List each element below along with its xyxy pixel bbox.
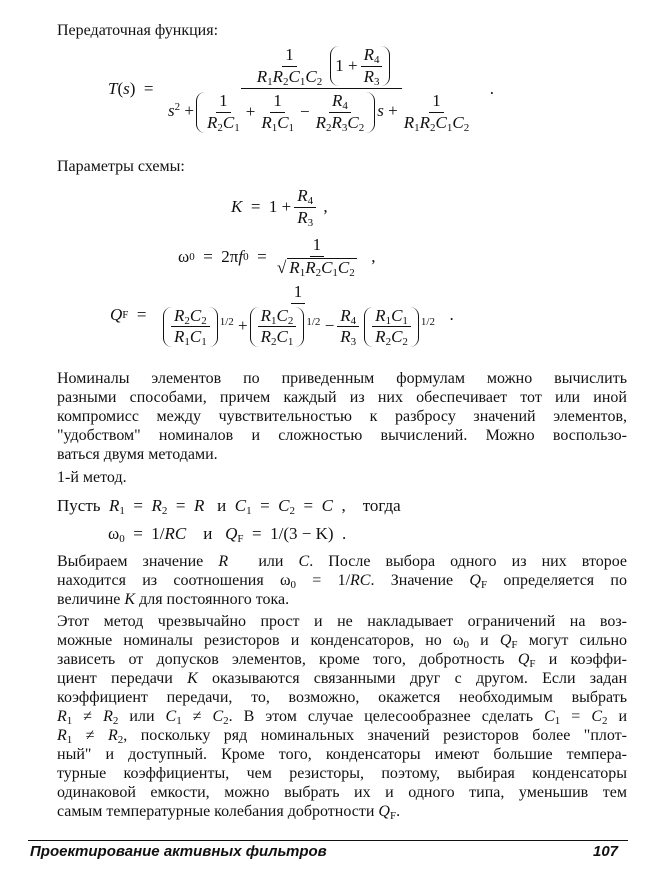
text-line: турные коэффициенты, чем резисторы, поэтому, выбирая конденсаторы — [57, 765, 627, 782]
text-line: одинаковой емкости, можно выбрать их и одного типа, уменьшив тем — [57, 784, 627, 801]
text-line: Этот метод чрезвычайно прост и не накладывает ограничений на воз- — [57, 613, 627, 630]
paragraph-method-discussion: Этот метод чрезвычайно прост и не накладывает ограничений на воз- можные номиналы резисторов и конденсаторов, но $\omega_0$ и $Q_F$ могут сильно зависеть от допусков элементов, кроме того, добротность $Q_F$ и коэффи- циент передачи K оказываются связанными друг с другом. Если задан коэффициент передачи, то, возможно, окажется необходимым выбрать $R_1 \ne R_2$ или $C_1 \ne C_2$. В этом случае целесообразнее сделать $C_1 = C_2$ и $R_1 \ne R_2$, поскольку ряд номинальных значений резисторов более "плот- ный" и доступный. Кроме того, конденсаторы имеют большие темпера- турные коэффициенты, чем резисторы, поэтому, выбирая конденсаторы одинаковой емкости, можно выбрать их и одного типа, уменьшив тем самым температурные колебания добротности $Q_F$. — [57, 613, 628, 822]
text-line: ный" и доступный. Кроме того, конденсаторы имеют большие темпера- — [57, 746, 627, 763]
transfer-function-formula: T ( s ) = $\frac{1}{R_1R_2C_1C_2}$ 1 + $\frac{R_4}{R_3}$ $s^2$ + $\frac{1}{R_2C_1}$ + $\frac{1}{R_1C_1}$ − $\frac{R_4}{R_2R_3C_2}$ s + $\frac{1}{R_1R_2C_1C_2}$ . — [108, 45, 494, 135]
text-line: компромисс между чувствительностью к разбросу значений элементов, — [57, 408, 627, 425]
paragraph-methods-intro — [57, 369, 627, 464]
method-assumption: Пусть $R_1 = R_2 = R$ и $C_1 = C_2 = C$ , тогда — [57, 496, 401, 517]
text-line: ваться двумя методами. — [57, 446, 218, 463]
omega0-formula: ω 0 = 2π f 0 = $\frac{1}{√ R_1R_2C_1C_2}$ , — [178, 235, 376, 279]
text-line: Номиналы элементов по приведенным формулам можно вычислить — [57, 370, 627, 387]
paragraph-value-selection: Выбираем значение R или C. После выбора одного из них второе находится из соотношения $\omega_0 = 1/RC$. Значение $Q_F$ определяется по величине K для постоянного тока. — [57, 553, 628, 608]
text-line: коэффициент передачи, то, возможно, окажется необходимым выбрать — [57, 689, 627, 706]
footer-divider — [28, 840, 628, 841]
method-heading: 1-й метод. — [57, 469, 127, 486]
text-line: разными способами, причем каждый из них обеспечивает тот или иной — [57, 389, 627, 406]
method-result: $\omega_0 = 1/RC$ и $Q_F = 1/(3 - K)$ . — [108, 524, 347, 545]
parameters-label: Параметры схемы: — [57, 158, 185, 175]
page-number: 107 — [593, 843, 619, 860]
footer-title: Проектирование активных фильтров — [30, 843, 327, 860]
quality-factor-formula: Q F = 1 $\frac{R_2C_2}{R_1C_1}$ $^{1/2}$ + $\frac{R_1C_2}{R_2C_1}$ $^{1/2}$ − $\frac{R_4}{R_3}$ $\frac{R_1C_1}{R_2C_2}$ $^{1/2}$ . — [110, 282, 454, 349]
text-line: "удобством" номиналов и сложностью вычислений. Можно воспользо- — [57, 427, 627, 444]
gain-formula: K = 1 + $\frac{R_4}{R_3}$ , — [231, 186, 328, 229]
transfer-function-label: Передаточная функция: — [57, 22, 219, 39]
